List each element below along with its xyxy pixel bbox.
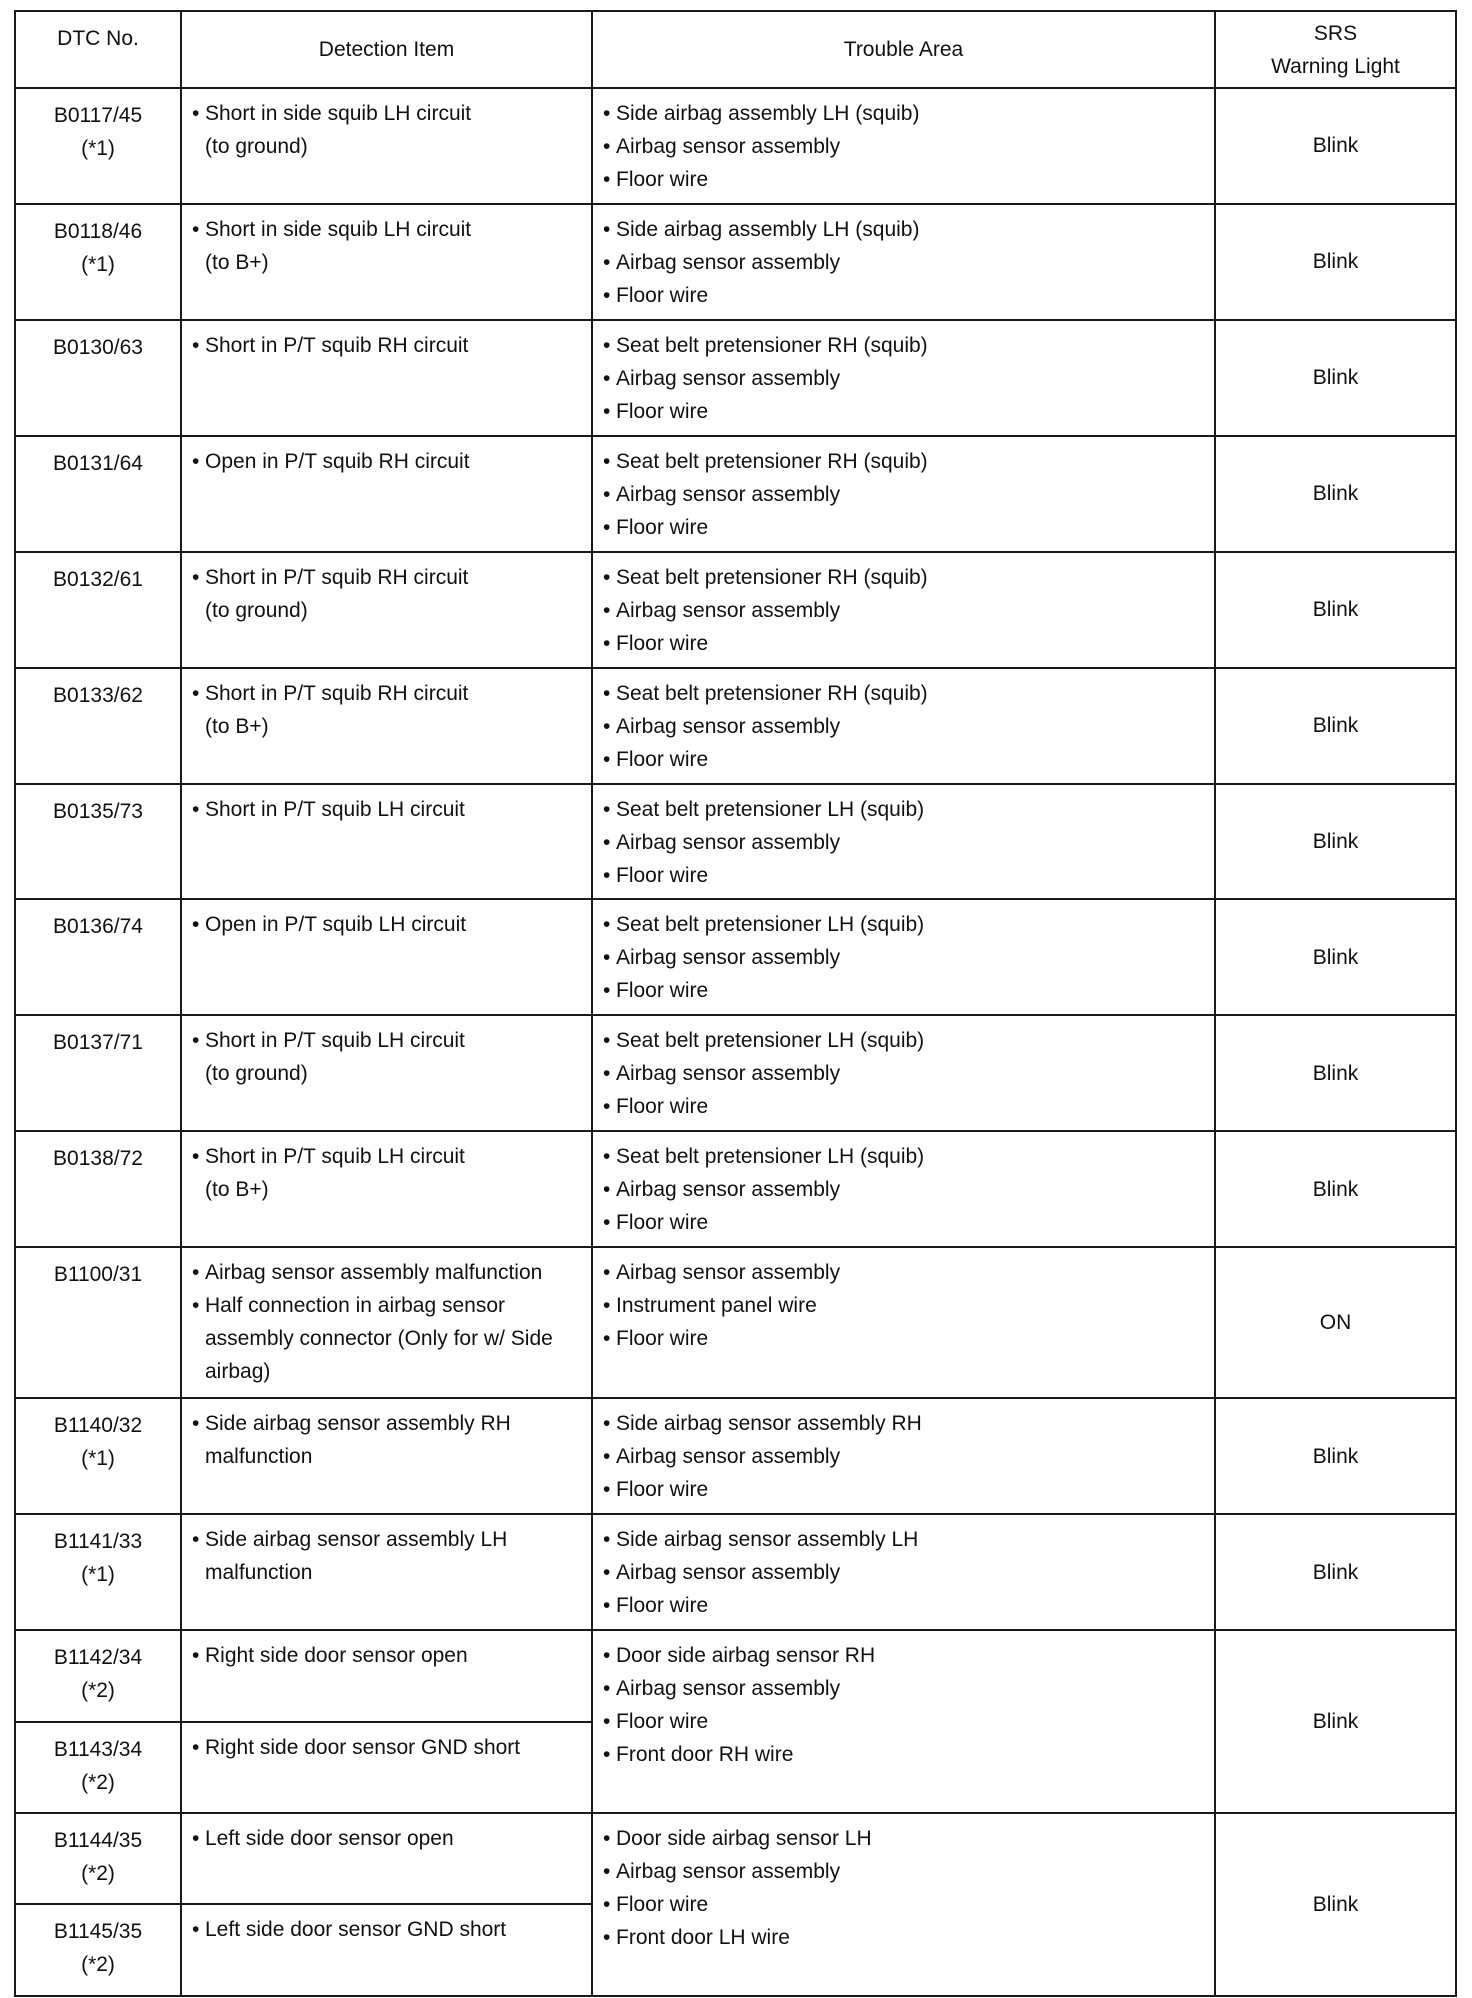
- dtc-table: [14, 10, 1457, 1997]
- dtc-note: (*1): [81, 1447, 115, 1471]
- trouble-cell-list: [601, 97, 1206, 196]
- detection-cell-list: [190, 1822, 583, 1855]
- list-item: [190, 445, 583, 478]
- detection-cell-list: [190, 1407, 583, 1473]
- list-item: • Airbag sensor assembly: [601, 826, 1206, 859]
- list-item: • Floor wire: [601, 163, 1206, 196]
- dtc-note: (*1): [81, 137, 115, 160]
- dtc-cell: [15, 1813, 181, 1904]
- list-item: • Airbag sensor assembly: [601, 1440, 1206, 1473]
- table-row: [15, 1131, 1456, 1247]
- trouble-cell-list: [601, 561, 1206, 660]
- list-item: • Side airbag sensor assembly LH: [601, 1523, 1206, 1556]
- list-item: • Side airbag sensor assembly RH: [601, 1407, 1206, 1440]
- list-item: [190, 97, 583, 163]
- trouble-cell: [592, 436, 1215, 552]
- dtc-code: B0137/71: [53, 1031, 143, 1055]
- detection-cell: [181, 1398, 592, 1514]
- dtc-cell: [15, 899, 181, 1015]
- table-row: [15, 1813, 1456, 1904]
- dtc-code: B1142/34: [53, 1646, 143, 1670]
- detection-cell-list: [190, 1913, 583, 1946]
- list-item: • Airbag sensor assembly: [601, 130, 1206, 163]
- detection-cell-list: [190, 1140, 583, 1206]
- list-item: [190, 793, 583, 826]
- list-item: [190, 329, 583, 362]
- detection-cell: [181, 1015, 592, 1131]
- trouble-cell: [592, 668, 1215, 784]
- warning-light: Blink: [1215, 899, 1456, 1015]
- detection-line: • Short in side squib LH circuit: [205, 217, 472, 241]
- dtc-code: B1144/35: [53, 1828, 143, 1852]
- list-item: • Airbag sensor assembly: [601, 246, 1206, 279]
- list-item: • Seat belt pretensioner RH (squib): [601, 677, 1206, 710]
- trouble-cell-list: [601, 1407, 1206, 1506]
- detection-line: • Open in P/T squib RH circuit: [205, 449, 470, 473]
- dtc-cell: [15, 784, 181, 900]
- warning-light: Blink: [1215, 320, 1456, 436]
- dtc-code: B0132/61: [53, 567, 143, 591]
- list-item: • Airbag sensor assembly: [601, 1173, 1206, 1206]
- dtc-code: B0135/73: [53, 799, 143, 823]
- list-item: • Floor wire: [601, 974, 1206, 1007]
- header-row: [15, 11, 1456, 88]
- detection-line: • Short in P/T squib LH circuit: [205, 1145, 465, 1169]
- trouble-cell: [592, 552, 1215, 668]
- trouble-cell-list: [601, 1256, 1206, 1355]
- detection-line: • Short in P/T squib RH circuit: [205, 565, 469, 589]
- dtc-code: B0138/72: [53, 1147, 143, 1171]
- dtc-cell: [15, 1722, 181, 1813]
- dtc-cell: [15, 668, 181, 784]
- list-item: [190, 677, 583, 743]
- detection-line: • Side airbag sensor assembly LH: [205, 1528, 508, 1552]
- list-item: • Airbag sensor assembly: [601, 362, 1206, 395]
- detection-cell: [181, 668, 592, 784]
- table-row: [15, 320, 1456, 436]
- dtc-code: B0130/63: [53, 335, 143, 359]
- warning-light: Blink: [1215, 204, 1456, 320]
- warning-light: Blink: [1215, 1398, 1456, 1514]
- detection-cell: [181, 204, 592, 320]
- header-srs-line1: SRS: [1313, 21, 1358, 45]
- list-item: [190, 1024, 583, 1090]
- detection-cell: [181, 320, 592, 436]
- dtc-code: B0131/64: [53, 451, 143, 475]
- table-row: [15, 1015, 1456, 1131]
- list-item: • Floor wire: [601, 1322, 1206, 1355]
- warning-light: Blink: [1215, 88, 1456, 204]
- dtc-cell: [15, 1015, 181, 1131]
- table-row: [15, 1514, 1456, 1630]
- list-item: • Side airbag assembly LH (squib): [601, 97, 1206, 130]
- list-item: • Floor wire: [601, 859, 1206, 892]
- warning-light: Blink: [1215, 552, 1456, 668]
- detection-line: • Side airbag sensor assembly RH: [205, 1412, 511, 1436]
- detection-cell-list: [190, 97, 583, 163]
- list-item: • Airbag sensor assembly: [601, 478, 1206, 511]
- detection-cell-list: [190, 445, 583, 478]
- trouble-cell: [592, 1398, 1215, 1514]
- detection-cell-list: [190, 677, 583, 743]
- detection-cell-list: [190, 213, 583, 279]
- list-item: • Left side door sensor open: [190, 1822, 583, 1855]
- trouble-cell: [592, 204, 1215, 320]
- table-row: [15, 1630, 1456, 1721]
- list-item: • Seat belt pretensioner RH (squib): [601, 445, 1206, 478]
- list-item: [190, 1140, 583, 1206]
- list-item: [190, 213, 583, 279]
- trouble-cell: [592, 1813, 1215, 1996]
- warning-light: Blink: [1215, 668, 1456, 784]
- detection-line: malfunction: [205, 1445, 313, 1469]
- table-row: [15, 784, 1456, 900]
- header-srs-warning-light: [1215, 11, 1456, 88]
- dtc-code: B1140/32: [53, 1414, 143, 1438]
- list-item: • Airbag sensor assembly: [601, 1672, 1206, 1705]
- warning-light: Blink: [1215, 1015, 1456, 1131]
- table-row: [15, 1247, 1456, 1398]
- list-item: • Floor wire: [601, 511, 1206, 544]
- detection-cell: [181, 784, 592, 900]
- trouble-cell-list: [601, 445, 1206, 544]
- dtc-cell: [15, 1398, 181, 1514]
- detection-cell-list: [190, 329, 583, 362]
- table-row: [15, 668, 1456, 784]
- dtc-note: (*1): [81, 252, 115, 276]
- dtc-code: B1145/35: [53, 1920, 143, 1944]
- detection-cell: [181, 1722, 592, 1813]
- list-item: • Floor wire: [601, 1206, 1206, 1239]
- detection-cell-list: [190, 561, 583, 627]
- list-item: • Floor wire: [601, 1473, 1206, 1506]
- trouble-cell: [592, 1247, 1215, 1398]
- list-item: • Front door LH wire: [601, 1921, 1206, 1954]
- detection-line: • Short in P/T squib LH circuit: [205, 797, 465, 821]
- list-item: • Floor wire: [601, 1888, 1206, 1921]
- list-item: • Airbag sensor assembly: [601, 1057, 1206, 1090]
- list-item: • Floor wire: [601, 743, 1206, 776]
- detection-line: (to B+): [205, 250, 269, 274]
- detection-line: (to ground): [205, 135, 308, 158]
- list-item: [190, 1523, 583, 1589]
- trouble-cell: [592, 1630, 1215, 1813]
- trouble-cell-list: [601, 677, 1206, 776]
- table-row: [15, 436, 1456, 552]
- list-item: • Floor wire: [601, 627, 1206, 660]
- list-item: • Instrument panel wire: [601, 1289, 1206, 1322]
- table-row: [15, 552, 1456, 668]
- dtc-code: B1100/31: [53, 1263, 143, 1287]
- dtc-code: B0117/45: [53, 104, 143, 127]
- dtc-note: (*2): [81, 1770, 115, 1794]
- dtc-code: B1141/33: [53, 1530, 143, 1554]
- list-item: • Floor wire: [601, 1589, 1206, 1622]
- list-item: • Side airbag assembly LH (squib): [601, 213, 1206, 246]
- dtc-note: (*2): [81, 1861, 115, 1885]
- detection-cell: [181, 1131, 592, 1247]
- dtc-code: B0136/74: [53, 915, 143, 939]
- detection-line: • Short in side squib LH circuit: [205, 102, 472, 125]
- detection-cell: [181, 552, 592, 668]
- dtc-cell: [15, 1247, 181, 1398]
- trouble-cell: [592, 88, 1215, 204]
- list-item: • Floor wire: [601, 279, 1206, 312]
- list-item: • Door side airbag sensor LH: [601, 1822, 1206, 1855]
- detection-cell: [181, 436, 592, 552]
- list-item: • Airbag sensor assembly: [601, 1855, 1206, 1888]
- trouble-cell-list: [601, 213, 1206, 312]
- list-item: [190, 1407, 583, 1473]
- list-item: • Airbag sensor assembly: [601, 710, 1206, 743]
- header-srs-line2: Warning Light: [1271, 54, 1400, 78]
- detection-cell: [181, 88, 592, 204]
- list-item: • Seat belt pretensioner LH (squib): [601, 793, 1206, 826]
- dtc-cell: [15, 1630, 181, 1721]
- warning-light: Blink: [1215, 436, 1456, 552]
- dtc-cell: [15, 1131, 181, 1247]
- table-row: [15, 88, 1456, 204]
- detection-line: (to ground): [205, 598, 308, 622]
- detection-cell-list: [190, 793, 583, 826]
- detection-cell-list: [190, 1523, 583, 1589]
- list-item: • Airbag sensor assembly malfunction: [190, 1256, 583, 1289]
- dtc-code: B1143/34: [53, 1737, 143, 1761]
- table-row: [15, 204, 1456, 320]
- list-item: • Floor wire: [601, 395, 1206, 428]
- list-item: • Airbag sensor assembly: [601, 941, 1206, 974]
- header-detection-item: Detection Item: [181, 11, 592, 88]
- header-trouble-area: Trouble Area: [592, 11, 1215, 88]
- dtc-note: (*1): [81, 1563, 115, 1587]
- list-item: • Door side airbag sensor RH: [601, 1639, 1206, 1672]
- dtc-cell: [15, 88, 181, 204]
- dtc-cell: [15, 204, 181, 320]
- detection-line: (to ground): [205, 1062, 308, 1086]
- list-item: • Airbag sensor assembly: [601, 1556, 1206, 1589]
- dtc-cell: [15, 1514, 181, 1630]
- detection-cell: [181, 1514, 592, 1630]
- detection-cell: [181, 1904, 592, 1996]
- list-item: • Seat belt pretensioner LH (squib): [601, 1140, 1206, 1173]
- dtc-code: B0118/46: [53, 219, 143, 243]
- trouble-cell-list: [601, 1822, 1206, 1954]
- dtc-note: (*2): [81, 1953, 115, 1977]
- list-item: [190, 561, 583, 627]
- dtc-cell: [15, 320, 181, 436]
- detection-line: (to B+): [205, 714, 269, 738]
- list-item: • Airbag sensor assembly: [601, 1256, 1206, 1289]
- detection-cell: [181, 899, 592, 1015]
- header-dtc: DTC No.: [15, 11, 181, 88]
- dtc-code: B0133/62: [53, 683, 143, 707]
- detection-line: • Short in P/T squib RH circuit: [205, 333, 469, 357]
- detection-line: • Short in P/T squib RH circuit: [205, 681, 469, 705]
- trouble-cell-list: [601, 1639, 1206, 1771]
- detection-cell-list: [190, 1024, 583, 1090]
- detection-line: • Short in P/T squib LH circuit: [205, 1029, 465, 1053]
- list-item: • Seat belt pretensioner LH (squib): [601, 1024, 1206, 1057]
- warning-light: Blink: [1215, 1630, 1456, 1813]
- trouble-cell-list: [601, 908, 1206, 1007]
- trouble-cell: [592, 784, 1215, 900]
- detection-cell-list: [190, 1256, 583, 1388]
- detection-line: • Open in P/T squib LH circuit: [205, 913, 467, 937]
- trouble-cell: [592, 1514, 1215, 1630]
- trouble-cell: [592, 1015, 1215, 1131]
- trouble-cell: [592, 320, 1215, 436]
- dtc-cell: [15, 552, 181, 668]
- list-item: • Airbag sensor assembly: [601, 594, 1206, 627]
- list-item: [190, 908, 583, 941]
- table-row: [15, 1398, 1456, 1514]
- warning-light: Blink: [1215, 784, 1456, 900]
- dtc-note: (*2): [81, 1679, 115, 1703]
- warning-light: Blink: [1215, 1131, 1456, 1247]
- detection-cell: [181, 1247, 592, 1398]
- list-item: • Right side door sensor GND short: [190, 1731, 583, 1764]
- table-body: [15, 88, 1456, 1996]
- trouble-cell: [592, 899, 1215, 1015]
- list-item: • Floor wire: [601, 1705, 1206, 1738]
- detection-line: malfunction: [205, 1561, 313, 1585]
- list-item: • Left side door sensor GND short: [190, 1913, 583, 1946]
- trouble-cell-list: [601, 1024, 1206, 1123]
- dtc-cell: [15, 436, 181, 552]
- trouble-cell-list: [601, 1140, 1206, 1239]
- detection-cell-list: [190, 908, 583, 941]
- dtc-cell: [15, 1904, 181, 1996]
- trouble-cell: [592, 1131, 1215, 1247]
- list-item: • Seat belt pretensioner LH (squib): [601, 908, 1206, 941]
- list-item: • Floor wire: [601, 1090, 1206, 1123]
- warning-light: Blink: [1215, 1514, 1456, 1630]
- warning-light: Blink: [1215, 1813, 1456, 1996]
- detection-cell: [181, 1630, 592, 1721]
- list-item: • Seat belt pretensioner RH (squib): [601, 561, 1206, 594]
- detection-cell: [181, 1813, 592, 1904]
- list-item: • Seat belt pretensioner RH (squib): [601, 329, 1206, 362]
- warning-light: ON: [1215, 1247, 1456, 1398]
- trouble-cell-list: [601, 1523, 1206, 1622]
- trouble-cell-list: [601, 793, 1206, 892]
- list-item: • Front door RH wire: [601, 1738, 1206, 1771]
- list-item: • Right side door sensor open: [190, 1639, 583, 1672]
- detection-line: (to B+): [205, 1178, 269, 1202]
- trouble-cell-list: [601, 329, 1206, 428]
- detection-cell-list: [190, 1639, 583, 1672]
- table-row: [15, 899, 1456, 1015]
- list-item: • Half connection in airbag sensor assembly connector (Only for w/ Side airbag): [190, 1289, 583, 1388]
- detection-cell-list: [190, 1731, 583, 1764]
